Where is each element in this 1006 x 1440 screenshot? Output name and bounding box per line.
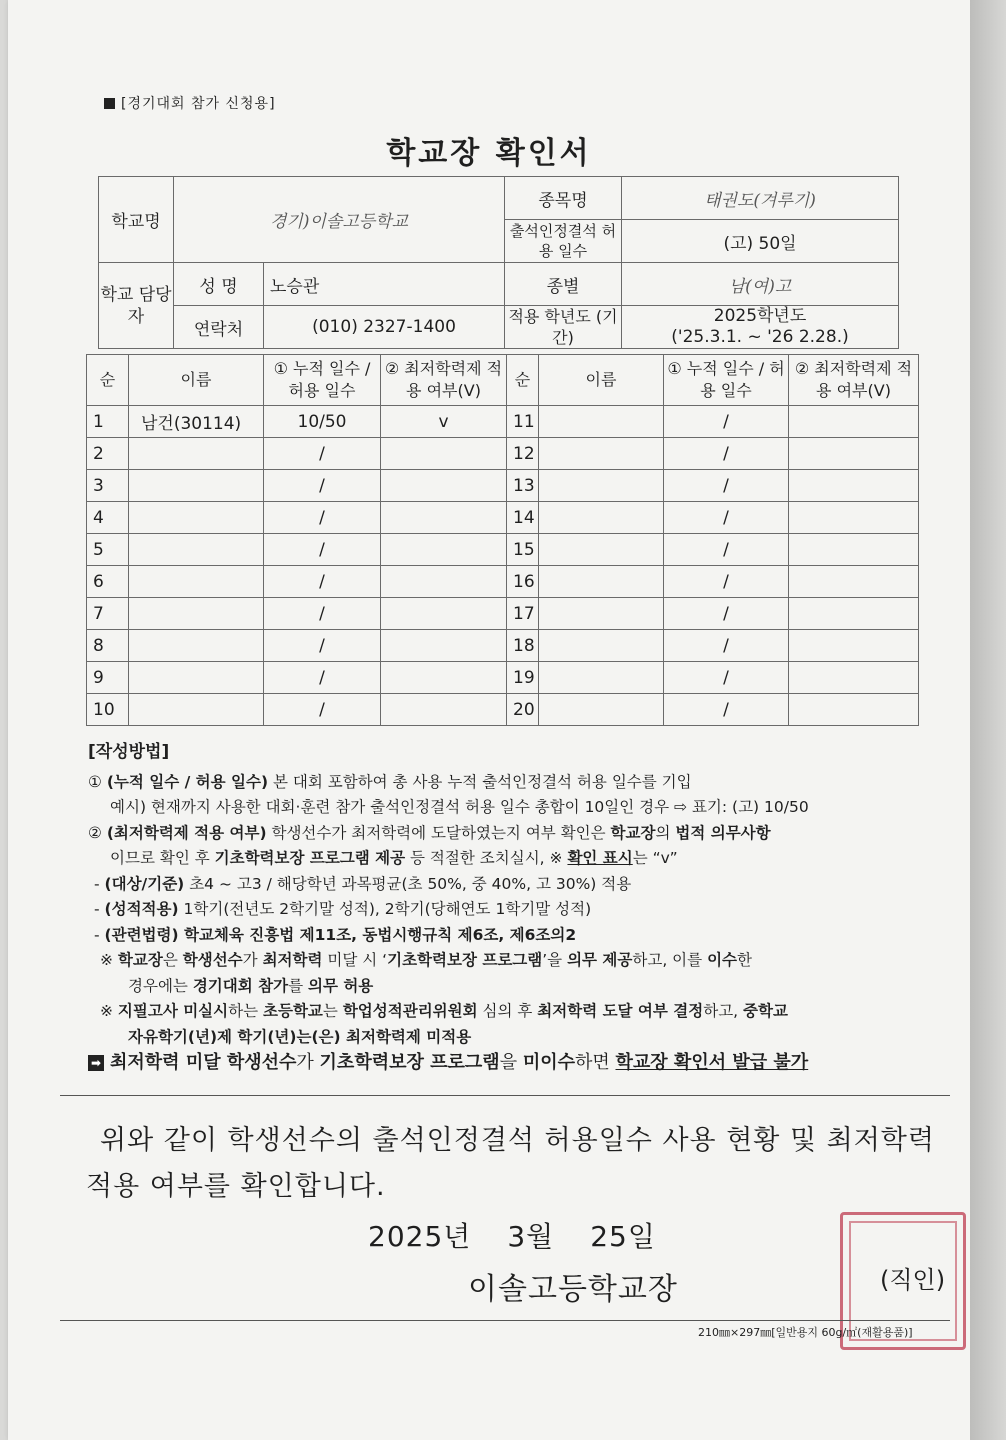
date-month: 3월 bbox=[507, 1220, 555, 1253]
instruction-line: ② (최저학력제 적용 여부) 학생선수가 최저학력에 도달하였는지 여부 확인은 학교장의 법적 의무사항 bbox=[88, 823, 771, 842]
row-number: 18 bbox=[507, 630, 539, 662]
table-row bbox=[87, 438, 919, 470]
year-period: ('25.3.1. ~ '26 2.28.) bbox=[671, 327, 849, 347]
row-check bbox=[381, 598, 507, 630]
table-row bbox=[87, 534, 919, 566]
row-number: 1 bbox=[87, 406, 129, 438]
row-days: / bbox=[664, 534, 789, 566]
school-label: 학교명 bbox=[99, 177, 174, 263]
usage-table-body bbox=[87, 355, 919, 726]
header-table bbox=[98, 176, 899, 349]
instruction-line: 경우에는 경기대회 참가를 의무 허용 bbox=[128, 976, 374, 995]
row-days: / bbox=[264, 598, 381, 630]
row-days: / bbox=[264, 694, 381, 726]
row-days: / bbox=[664, 598, 789, 630]
row-check bbox=[381, 630, 507, 662]
confirmation-line: 적용 여부를 확인합니다. bbox=[86, 1171, 386, 1202]
row-check bbox=[789, 406, 919, 438]
background-edge bbox=[970, 0, 1006, 1440]
row-name bbox=[129, 470, 264, 502]
row-check bbox=[789, 630, 919, 662]
row-name bbox=[539, 438, 664, 470]
year-value: 2025학년도 bbox=[713, 306, 807, 326]
row-check bbox=[381, 566, 507, 598]
date-year: 2025년 bbox=[368, 1220, 472, 1253]
row-check bbox=[381, 470, 507, 502]
row-number: 3 bbox=[87, 470, 129, 502]
row-number: 5 bbox=[87, 534, 129, 566]
instructions-heading: [작성방법] bbox=[88, 742, 170, 762]
row-number: 10 bbox=[87, 694, 129, 726]
instruction-line: 이므로 확인 후 기초학력보장 프로그램 제공 등 적절한 조치실시, ※ 확인 표시는 “v” bbox=[110, 849, 678, 867]
year-cell bbox=[622, 306, 899, 349]
instruction-line: - (대상/기준) 초4 ~ 고3 / 해당학년 과목평균(초 50%, 중 40%, 고 30%) 적용 bbox=[94, 874, 632, 893]
divider bbox=[60, 1095, 950, 1096]
manager-label: 학교 담당자 bbox=[99, 263, 174, 349]
row-name bbox=[539, 534, 664, 566]
col-no: 순 bbox=[87, 355, 129, 406]
contact-value: (010) 2327-1400 bbox=[264, 306, 505, 349]
document-title: 학교장 확인서 bbox=[386, 136, 592, 171]
row-number: 14 bbox=[507, 502, 539, 534]
confirmation-text bbox=[86, 1118, 946, 1210]
row-days: / bbox=[664, 470, 789, 502]
sport-value: 태권도(겨루기) bbox=[622, 177, 899, 220]
row-number: 2 bbox=[87, 438, 129, 470]
row-days: / bbox=[664, 694, 789, 726]
table-row bbox=[87, 470, 919, 502]
row-name bbox=[129, 502, 264, 534]
row-days: / bbox=[264, 662, 381, 694]
row-name bbox=[539, 598, 664, 630]
row-check bbox=[381, 438, 507, 470]
row-check bbox=[381, 662, 507, 694]
instruction-line: 자유학기(년)제 학기(년)는(은) 최저학력제 미적용 bbox=[128, 1027, 472, 1046]
form-tag bbox=[104, 93, 276, 113]
row-number: 11 bbox=[507, 406, 539, 438]
principal-title: 이솔고등학교장 bbox=[468, 1272, 678, 1307]
instruction-line: 예시) 현재까지 사용한 대회·훈련 참가 출석인정결석 허용 일수 총합이 10일인 경우 ⇨ 표기: (고) 10/50 bbox=[110, 798, 809, 816]
row-days: / bbox=[664, 630, 789, 662]
row-days: / bbox=[664, 662, 789, 694]
row-check bbox=[789, 438, 919, 470]
table-row bbox=[87, 662, 919, 694]
form-tag-text: [경기대회 참가 신청용] bbox=[121, 96, 276, 112]
row-check bbox=[789, 662, 919, 694]
allowed-days-value: (고) 50일 bbox=[622, 220, 899, 263]
row-check bbox=[789, 694, 919, 726]
row-number: 12 bbox=[507, 438, 539, 470]
year-label: 적용 학년도 (기간) bbox=[505, 306, 622, 349]
contact-label: 연락처 bbox=[174, 306, 264, 349]
table-row bbox=[87, 598, 919, 630]
row-check: v bbox=[381, 406, 507, 438]
row-check bbox=[381, 502, 507, 534]
name-label: 성 명 bbox=[174, 263, 264, 306]
square-bullet-icon bbox=[104, 98, 115, 109]
row-days: / bbox=[264, 630, 381, 662]
col-no: 순 bbox=[507, 355, 539, 406]
row-number: 4 bbox=[87, 502, 129, 534]
row-days: / bbox=[264, 566, 381, 598]
row-check bbox=[381, 534, 507, 566]
row-number: 16 bbox=[507, 566, 539, 598]
col-check: ② 최저학력제 적용 여부(V) bbox=[789, 355, 919, 406]
instructions bbox=[88, 740, 948, 1076]
row-check bbox=[381, 694, 507, 726]
row-number: 9 bbox=[87, 662, 129, 694]
row-days: / bbox=[664, 502, 789, 534]
document-sheet bbox=[8, 0, 970, 1440]
gender-label: 종별 bbox=[505, 263, 622, 306]
row-days: / bbox=[664, 438, 789, 470]
row-name bbox=[129, 662, 264, 694]
row-name bbox=[539, 470, 664, 502]
row-name bbox=[129, 630, 264, 662]
school-value: 경기)이솔고등학교 bbox=[174, 177, 505, 263]
row-check bbox=[789, 470, 919, 502]
row-number: 17 bbox=[507, 598, 539, 630]
row-days: / bbox=[664, 406, 789, 438]
table-row bbox=[87, 406, 919, 438]
col-days: ① 누적 일수 / 허용 일수 bbox=[264, 355, 381, 406]
notice-line: ➡ 최저학력 미달 학생선수가 기초학력보장 프로그램을 미이수하면 학교장 확인서 발급 불가 bbox=[88, 1050, 948, 1076]
instruction-line: ① (누적 일수 / 허용 일수) 본 대회 포함하여 총 사용 누적 출석인정결석 허용 일수를 기입 bbox=[88, 772, 692, 791]
instruction-line: ※ 지필고사 미실시하는 초등학교는 학업성적관리위원회 심의 후 최저학력 도달 여부 결정하고, 중학교 bbox=[100, 1002, 788, 1020]
instruction-line: - (관련법령) 학교체육 진흥법 제11조, 동법시행규칙 제6조, 제6조의2 bbox=[94, 925, 577, 944]
row-name bbox=[129, 694, 264, 726]
col-check: ② 최저학력제 적용 여부(V) bbox=[381, 355, 507, 406]
col-days: ① 누적 일수 / 허용 일수 bbox=[664, 355, 789, 406]
row-number: 19 bbox=[507, 662, 539, 694]
table-row bbox=[87, 694, 919, 726]
row-name bbox=[539, 662, 664, 694]
paper-size-note: 210㎜×297㎜[일반용지 60g/㎡(재활용품)] bbox=[698, 1326, 913, 1339]
instruction-line: ※ 학교장은 학생선수가 최저학력 미달 시 ‘기초학력보장 프로그램’을 의무 제공하고, 이를 이수한 bbox=[100, 951, 752, 969]
sport-label: 종목명 bbox=[505, 177, 622, 220]
table-row bbox=[87, 502, 919, 534]
row-name bbox=[539, 566, 664, 598]
row-number: 13 bbox=[507, 470, 539, 502]
row-days: / bbox=[664, 566, 789, 598]
issue-date bbox=[368, 1215, 692, 1255]
row-name bbox=[539, 630, 664, 662]
row-number: 20 bbox=[507, 694, 539, 726]
divider bbox=[60, 1320, 950, 1321]
row-check bbox=[789, 502, 919, 534]
usage-table bbox=[86, 354, 919, 726]
name-value: 노승관 bbox=[264, 263, 505, 306]
row-name bbox=[129, 534, 264, 566]
arrow-box-icon: ➡ bbox=[88, 1055, 104, 1071]
row-days: 10/50 bbox=[264, 406, 381, 438]
row-number: 6 bbox=[87, 566, 129, 598]
row-name bbox=[539, 694, 664, 726]
table-row bbox=[87, 566, 919, 598]
row-check bbox=[789, 566, 919, 598]
row-days: / bbox=[264, 438, 381, 470]
row-days: / bbox=[264, 534, 381, 566]
gender-value: 남(여)고 bbox=[622, 263, 899, 306]
date-day: 25일 bbox=[590, 1220, 656, 1253]
row-name bbox=[539, 406, 664, 438]
instruction-line: - (성적적용) 1학기(전년도 2학기말 성적), 2학기(당해연도 1학기말 성적) bbox=[94, 900, 592, 918]
row-days: / bbox=[264, 470, 381, 502]
row-name bbox=[129, 566, 264, 598]
confirmation-line: 위와 같이 학생선수의 출석인정결석 허용일수 사용 현황 및 최저학력 bbox=[100, 1125, 935, 1156]
table-row bbox=[87, 630, 919, 662]
col-name: 이름 bbox=[129, 355, 264, 406]
row-number: 7 bbox=[87, 598, 129, 630]
row-check bbox=[789, 534, 919, 566]
seal-label: (직인) bbox=[880, 1266, 946, 1294]
row-name: 남건(30114) bbox=[129, 406, 264, 438]
row-number: 15 bbox=[507, 534, 539, 566]
row-name bbox=[539, 502, 664, 534]
row-number: 8 bbox=[87, 630, 129, 662]
row-name bbox=[129, 598, 264, 630]
col-name: 이름 bbox=[539, 355, 664, 406]
allowed-days-label: 출석인정결석 허용 일수 bbox=[505, 220, 622, 263]
row-days: / bbox=[264, 502, 381, 534]
row-name bbox=[129, 438, 264, 470]
row-check bbox=[789, 598, 919, 630]
